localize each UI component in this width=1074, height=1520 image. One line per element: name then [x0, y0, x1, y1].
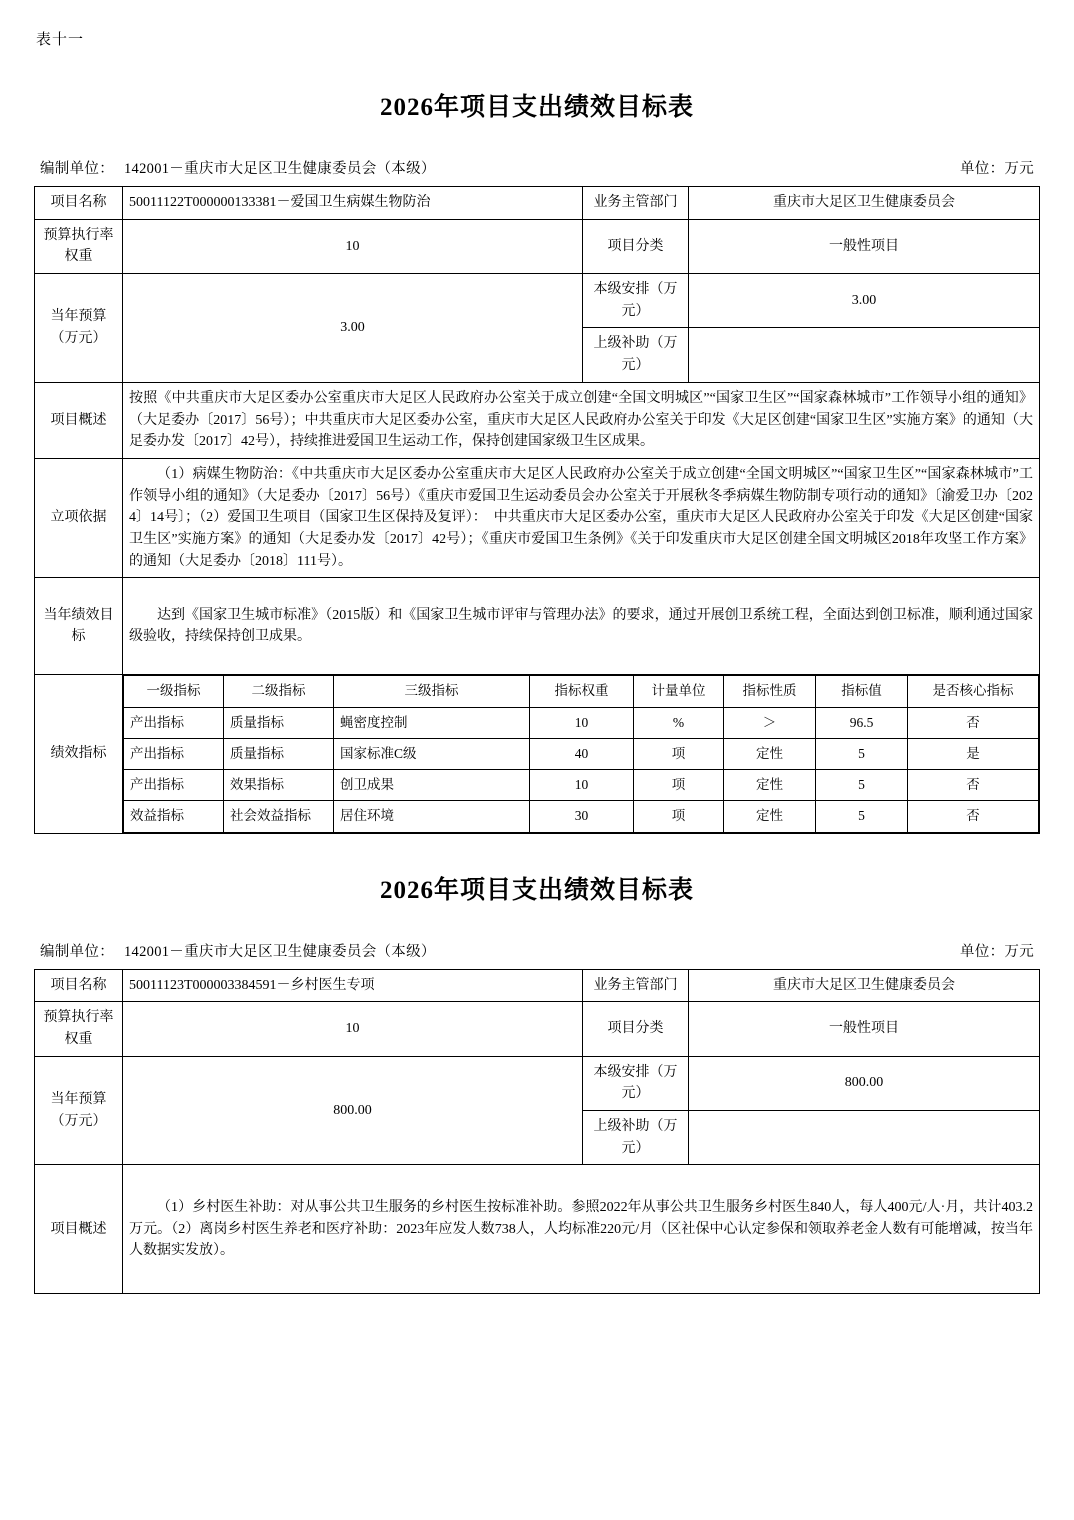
- section-1-table: [34, 186, 1040, 834]
- overview-label: 项目概述: [35, 382, 123, 458]
- table-row: [35, 1165, 1040, 1294]
- indicator-cell: 否: [908, 770, 1039, 801]
- table-row: [35, 578, 1040, 675]
- local-arrangement-value: 800.00: [689, 1056, 1040, 1110]
- section-2-meta: [34, 940, 1040, 969]
- basis-value: （1）病媒生物防治：《中共重庆市大足区委办公室重庆市大足区人民政府办公室关于成立创建“全国文明城区”“国家卫生区”“国家森林城市”工作领导小组的通知》（大足委办〔2017〕56号）《重庆市爱国卫生运动委员会办公室关于开展秋冬季病媒生物防制专项行动的通知》〔渝爱卫办〔2024〕14号〕；（2）爱国卫生项目（国家卫生区保持及复评）： 中共重庆市大足区委办公室，重庆市大足区人民政府办公室关于印发《大足区创建“国家卫生区”实施方案》的通知（大足委办发〔2017〕42号）；《重庆市爱国卫生条例》《关于印发重庆市大足区创建全国文明城区2018年攻坚工作方案》的通知（大足委办〔2018〕111号）。: [123, 458, 1040, 577]
- indicator-cell: 国家标准C级: [334, 738, 530, 769]
- indicator-row: [124, 770, 1039, 801]
- indicator-cell: 10: [530, 707, 634, 738]
- section-1-meta: [34, 157, 1040, 186]
- indicator-cell: 是: [908, 738, 1039, 769]
- table-row: [35, 969, 1040, 1002]
- indicator-cell: 社会效益指标: [224, 801, 334, 832]
- local-arrangement-value: 3.00: [689, 274, 1040, 328]
- budget-value: 800.00: [123, 1056, 583, 1165]
- upper-subsidy-label: 上级补助（万元）: [583, 1111, 689, 1165]
- table-row: [35, 675, 1040, 833]
- indicator-cell: 质量指标: [224, 738, 334, 769]
- indicator-cell: 定性: [724, 770, 816, 801]
- budget-label: 当年预算（万元）: [35, 1056, 123, 1165]
- overview-value: （1）乡村医生补助：对从事公共卫生服务的乡村医生按标准补助。参照2022年从事公共卫生服务乡村医生840人，每人400元/人·月，共计403.2万元。（2）离岗乡村医生养老和医疗补助：2023年应发人数738人，人均标准220元/月（区社保中心认定参保和领取养老金人数有可能增减，按当年人数据实发放）。: [123, 1165, 1040, 1294]
- dept-label: 业务主管部门: [583, 187, 689, 220]
- indicator-cell: 30: [530, 801, 634, 832]
- indicator-cell: 创卫成果: [334, 770, 530, 801]
- indicator-header-cell: 三级指标: [334, 676, 530, 707]
- section-1-compiler: [40, 157, 436, 178]
- table-row: [35, 219, 1040, 273]
- indicator-header-cell: 是否核心指标: [908, 676, 1039, 707]
- basis-label: 立项依据: [35, 458, 123, 577]
- upper-subsidy-label: 上级补助（万元）: [583, 328, 689, 382]
- section-2-table: [34, 969, 1040, 1295]
- category-value: 一般性项目: [689, 219, 1040, 273]
- section-1-compiler-value: 142001－重庆市大足区卫生健康委员会（本级）: [124, 161, 436, 177]
- section-1-unit-note: 单位：万元: [960, 161, 1034, 177]
- section-2-compiler-value: 142001－重庆市大足区卫生健康委员会（本级）: [124, 943, 436, 960]
- indicator-cell: 项: [634, 801, 724, 832]
- indicator-header-cell: 一级指标: [124, 676, 224, 707]
- table-row: [35, 274, 1040, 328]
- indicator-cell: 96.5: [816, 707, 908, 738]
- performance-indicator-label: 绩效指标: [35, 675, 123, 833]
- project-name-value: 50011122T000000133381－爱国卫生病媒生物防治: [123, 187, 583, 220]
- indicator-cell: 5: [816, 770, 908, 801]
- indicator-header-cell: 指标性质: [724, 676, 816, 707]
- indicator-header-cell: 指标权重: [530, 676, 634, 707]
- section-1-compiler-label: 编制单位：: [40, 161, 114, 177]
- local-arrangement-label: 本级安排（万元）: [583, 274, 689, 328]
- indicator-header-row: [124, 676, 1039, 707]
- upper-subsidy-value: [689, 1111, 1040, 1165]
- category-label: 项目分类: [583, 1002, 689, 1056]
- indicator-header-cell: 指标值: [816, 676, 908, 707]
- indicator-header-cell: 二级指标: [224, 676, 334, 707]
- indicator-cell: 居住环境: [334, 801, 530, 832]
- dept-value: 重庆市大足区卫生健康委员会: [689, 187, 1040, 220]
- indicator-header-cell: 计量单位: [634, 676, 724, 707]
- project-name-value: 50011123T000003384591－乡村医生专项: [123, 969, 583, 1002]
- indicator-cell: ＞: [724, 707, 816, 738]
- section-2-unit-note: 单位：万元: [960, 943, 1034, 960]
- exec-rate-value: 10: [123, 219, 583, 273]
- table-row: [35, 187, 1040, 220]
- indicator-cell: 10: [530, 770, 634, 801]
- indicator-cell: 质量指标: [224, 707, 334, 738]
- section-2-compiler-label: 编制单位：: [40, 943, 114, 960]
- overview-label: 项目概述: [35, 1165, 123, 1294]
- indicator-cell: 定性: [724, 801, 816, 832]
- table-row: [35, 1002, 1040, 1056]
- table-corner-label: 表十一: [36, 32, 85, 48]
- category-value: 一般性项目: [689, 1002, 1040, 1056]
- indicator-row: [124, 738, 1039, 769]
- project-name-label: 项目名称: [35, 187, 123, 220]
- section-2-compiler: [40, 940, 436, 961]
- dept-value: 重庆市大足区卫生健康委员会: [689, 969, 1040, 1002]
- indicator-cell: 项: [634, 770, 724, 801]
- dept-label: 业务主管部门: [583, 969, 689, 1002]
- table-row: [35, 458, 1040, 577]
- indicator-cell: 否: [908, 801, 1039, 832]
- indicator-cell: 5: [816, 801, 908, 832]
- annual-target-value: 达到《国家卫生城市标准》（2015版）和《国家卫生城市评审与管理办法》的要求，通过开展创卫系统工程，全面达到创卫标准，顺利通过国家级验收，持续保持创卫成果。: [123, 578, 1040, 675]
- indicator-row: [124, 801, 1039, 832]
- indicator-cell: %: [634, 707, 724, 738]
- indicator-cell: 效益指标: [124, 801, 224, 832]
- indicator-cell: 否: [908, 707, 1039, 738]
- indicator-cell: 定性: [724, 738, 816, 769]
- table-row: [35, 382, 1040, 458]
- indicator-cell: 产出指标: [124, 770, 224, 801]
- indicator-cell: 项: [634, 738, 724, 769]
- category-label: 项目分类: [583, 219, 689, 273]
- annual-target-label: 当年绩效目标: [35, 578, 123, 675]
- overview-value: 按照《中共重庆市大足区委办公室重庆市大足区人民政府办公室关于成立创建“全国文明城区”“国家卫生区”“国家森林城市”工作领导小组的通知》（大足委办〔2017〕56号）；中共重庆市大足区委办公室，重庆市大足区人民政府办公室关于印发《大足区创建“国家卫生区”实施方案》的通知（大足委办发〔2017〕42号），持续推进爱国卫生运动工作，保持创建国家级卫生区成果。: [123, 382, 1040, 458]
- performance-indicator-table: [123, 675, 1039, 832]
- indicator-cell: 产出指标: [124, 738, 224, 769]
- exec-rate-label: 预算执行率权重: [35, 219, 123, 273]
- budget-label: 当年预算（万元）: [35, 274, 123, 383]
- indicator-cell: 效果指标: [224, 770, 334, 801]
- indicator-cell: 产出指标: [124, 707, 224, 738]
- exec-rate-value: 10: [123, 1002, 583, 1056]
- indicator-row: [124, 707, 1039, 738]
- section-1-title: 2026年项目支出绩效目标表: [379, 94, 694, 121]
- budget-value: 3.00: [123, 274, 583, 383]
- indicator-cell: 蝇密度控制: [334, 707, 530, 738]
- performance-indicator-cell: [123, 675, 1040, 833]
- exec-rate-label: 预算执行率权重: [35, 1002, 123, 1056]
- upper-subsidy-value: [689, 328, 1040, 382]
- local-arrangement-label: 本级安排（万元）: [583, 1056, 689, 1110]
- table-row: [35, 1056, 1040, 1110]
- indicator-cell: 5: [816, 738, 908, 769]
- project-name-label: 项目名称: [35, 969, 123, 1002]
- indicator-cell: 40: [530, 738, 634, 769]
- section-2-title: 2026年项目支出绩效目标表: [379, 876, 694, 904]
